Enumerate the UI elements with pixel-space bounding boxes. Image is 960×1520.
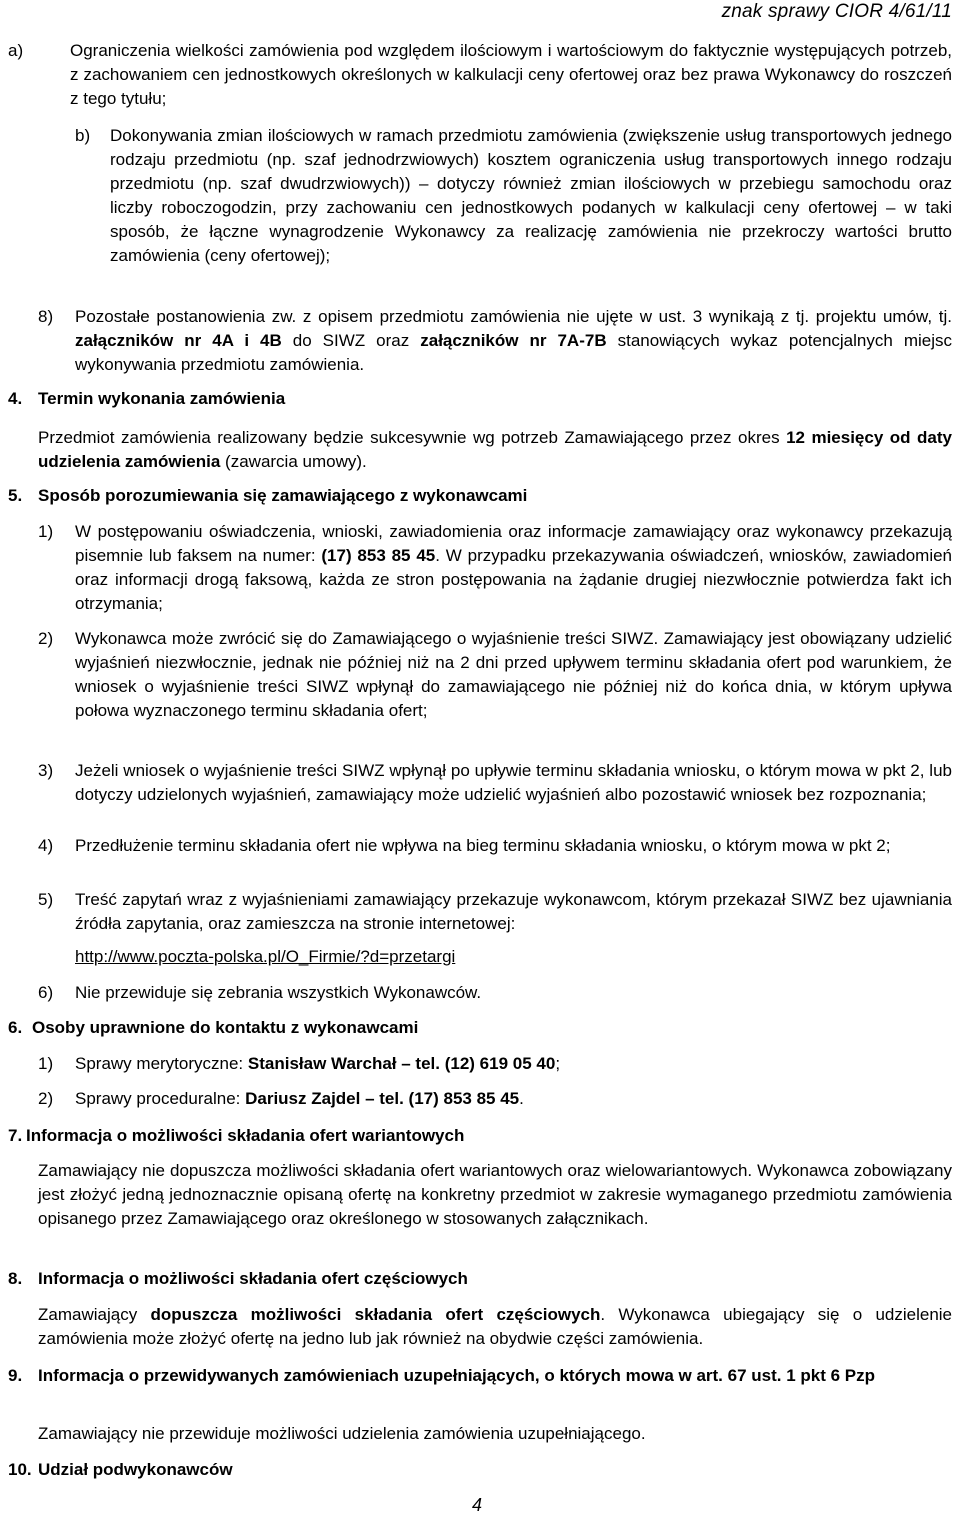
section-5-number: 5. [8, 486, 23, 505]
section-9-number: 9. [8, 1366, 23, 1385]
point-8-label: 8) [38, 307, 54, 326]
point-8-bold2: załączników nr 7A-7B [420, 330, 607, 350]
page-number: 4 [472, 1495, 483, 1515]
section-4-number: 4. [8, 389, 23, 408]
item-label: 2) [38, 1089, 54, 1108]
section-8-title: Informacja o możliwości składania ofert częściowych [38, 1269, 468, 1288]
section-7-number: 7. [8, 1126, 23, 1145]
item-text-pre: Sprawy proceduralne: [75, 1089, 246, 1108]
contact-procedural: Dariusz Zajdel – tel. (17) 853 85 45 [245, 1089, 520, 1108]
section-6-number: 6. [8, 1018, 23, 1037]
para-b [75, 124, 952, 267]
item-text [75, 1052, 952, 1076]
section-4-text [38, 426, 952, 474]
para-b-text: Dokonywania zmian ilościowych w ramach przedmiotu zamówienia (zwiększenie usług transportowych jednego rodzaju przedmiotu (np. szaf jednodrzwiowych) kosztem ograniczenia usług transportowych innego rodzaju przedmiotu (np. szaf dwudrzwiowych)) – dotyczy również zmian ilościowych w przebiegu samochodu oraz liczby roboczogodzin, przy zachowaniu cen jednostkowych podanych w kalkulacji ceny ofertowej – w taki sposób, że łączne wynagrodzenie Wykonawcy za realizację zamówienia nie przekroczy wartości brutto zamówienia (ceny ofertowej); [110, 126, 952, 265]
point-8-post: stanowiących wykaz potencjalnych miejsc wykonywania przedmiotu zamówienia. [75, 330, 952, 374]
item-label: 6) [38, 983, 54, 1002]
item-label: 5) [38, 890, 54, 909]
item-text [75, 1087, 952, 1111]
section-4-title: Termin wykonania zamówienia [38, 389, 286, 408]
point-8-pre: Pozostałe postanowienia zw. z opisem przedmiotu zamówienia nie ujęte w ust. 3 wynikają z tj. projektu umów, tj. [75, 307, 952, 326]
item-label: 2) [38, 629, 54, 648]
section-7-text: Zamawiający nie dopuszcza możliwości składania ofert wariantowych oraz wielowariantowych. Wykonawca zobowiązany jest złożyć jedną jednoznacznie opisaną ofertę na konkretny przedmiot w zakresie wymaganego przedmiotu zamówienia opisanego przez Zamawiającego oraz określonego w stosowanych załącznikach. [38, 1161, 952, 1228]
section-8-bold: dopuszcza możliwości składania ofert częściowych [150, 1305, 601, 1324]
case-reference: znak sprawy CIOR 4/61/11 [721, 1, 952, 22]
fax-number: (17) 853 85 45 [321, 545, 436, 565]
contact-merit: Stanisław Warchał – tel. (12) 619 05 40 [247, 1054, 556, 1073]
item-label: 1) [38, 522, 54, 541]
item-text-pre: W postępowaniu oświadczenia, wnioski, zawiadomienia oraz informacje zamawiający oraz wykonawcy przekazują pisemnie lub faksem na numer: [75, 522, 952, 565]
item-label: 4) [38, 836, 54, 855]
item-text-pre: Sprawy merytoryczne: [75, 1054, 248, 1073]
section-9-heading [8, 1364, 952, 1388]
section-4-pre: Przedmiot zamówienia realizowany będzie sukcesywnie wg potrzeb Zamawiającego przez okres [38, 428, 787, 447]
section-4-bold: 12 miesięcy od daty udzielenia zamówienia [38, 428, 952, 471]
tenders-link[interactable]: http://www.poczta-polska.pl/O_Firmie/?d=przetargi [75, 946, 456, 966]
section-8-post: . Wykonawca ubiegający się o udzielenie zamówienia może złożyć ofertę na jedno lub jak również na obydwie części zamówienia. [38, 1305, 953, 1348]
section-4-post: (zawarcia umowy). [220, 451, 367, 471]
item-text-body: Treść zapytań wraz z wyjaśnieniami zamawiający przekazuje wykonawcom, którym przekazał SIWZ bez ujawniania źródła zapytania, oraz zamieszcza na stronie internetowej: [75, 890, 952, 933]
item-text [75, 888, 952, 969]
section-6-title: Osoby uprawnione do kontaktu z wykonawcami [32, 1018, 419, 1037]
section-9-text: Zamawiający nie przewiduje możliwości udzielenia zamówienia uzupełniającego. [38, 1424, 646, 1443]
section-8-text [38, 1303, 952, 1351]
para-b-label: b) [75, 126, 91, 145]
section-9-title: Informacja o przewidywanych zamówieniach uzupełniających, o których mowa w art. 67 ust. 1 pkt 6 Pzp [38, 1366, 876, 1385]
point-8-bold1: załączników nr 4A i 4B [75, 330, 282, 350]
para-a-text: Ograniczenia wielkości zamówienia pod względem ilościowym i wartościowym do faktycznie występujących potrzeb, z zachowaniem cen jednostkowych określonych w kalkulacji ceny ofertowej oraz bez prawa Wykonawcy do roszczeń z tego tytułu; [70, 41, 952, 108]
item-label: 1) [38, 1054, 54, 1073]
item-text: Wykonawca może zwrócić się do Zamawiającego o wyjaśnienie treści SIWZ. Zamawiający jest obowiązany udzielić wyjaśnień niezwłocznie, jednak nie później niż na 2 dni przed upływem terminu składania ofert pod warunkiem, że wniosek o wyjaśnienie treści SIWZ wpłynął do zamawiającego nie później niż do końca dnia, w którym upływa połowa wyznaczonego terminu składania ofert; [75, 629, 952, 720]
item-text: Nie przewiduje się zebrania wszystkich Wykonawców. [75, 983, 482, 1002]
item-text: Przedłużenie terminu składania ofert nie wpływa na bieg terminu składania wniosku, o którym mowa w pkt 2; [75, 836, 891, 855]
section-10-number: 10. [8, 1460, 32, 1479]
item-text: Jeżeli wniosek o wyjaśnienie treści SIWZ wpłynął po upływie terminu składania wniosku, o którym mowa w pkt 2, lub dotyczy udzielonych wyjaśnień, zamawiający może udzielić wyjaśnień albo pozostawić wniosek bez rozpoznania; [75, 761, 952, 804]
section-8-number: 8. [8, 1269, 23, 1288]
section-5-title: Sposób porozumiewania się zamawiającego z wykonawcami [38, 486, 528, 505]
item-label: 3) [38, 761, 54, 780]
point-8 [38, 305, 952, 377]
item-text [75, 520, 952, 616]
item-text-post: . W przypadku przekazywania oświadczeń, wniosków, zawiadomień oraz informacji drogą faksową, każda ze stron postępowania na żądanie drugiej niezwłocznie potwierdza fakt ich otrzymania; [75, 545, 953, 613]
para-a [8, 39, 952, 111]
section-7-title: Informacja o możliwości składania ofert wariantowych [26, 1126, 465, 1145]
para-a-label: a) [8, 41, 24, 60]
section-8-pre: Zamawiający [38, 1305, 151, 1324]
point-8-text [75, 305, 952, 377]
item-text-post: ; [555, 1054, 561, 1073]
point-8-mid: do SIWZ oraz [281, 330, 421, 350]
section-10-title: Udział podwykonawców [38, 1460, 233, 1479]
item-text-post: . [519, 1089, 524, 1108]
